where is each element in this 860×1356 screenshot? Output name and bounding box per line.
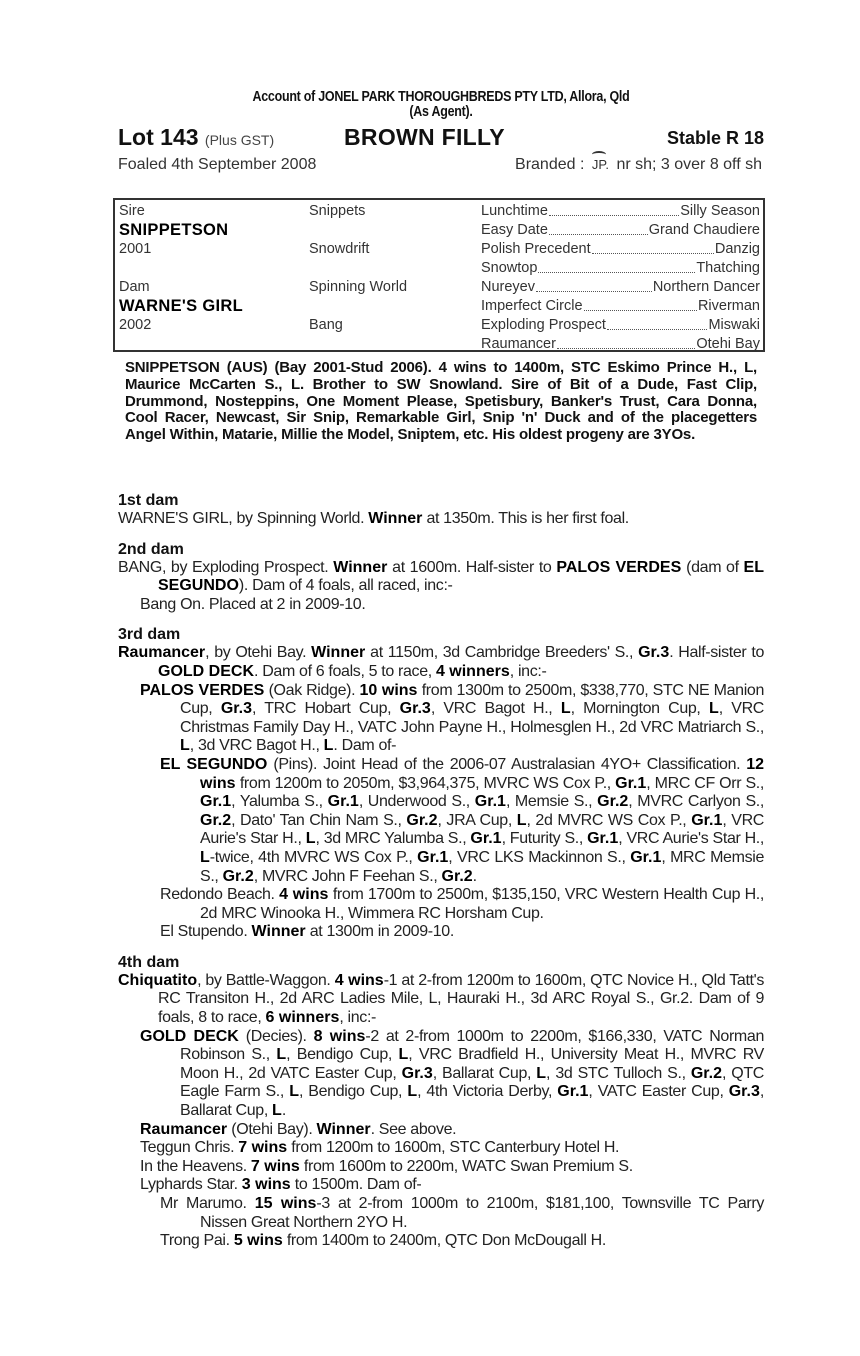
highlight-text: L xyxy=(200,848,210,866)
highlight-text: Gr.2 xyxy=(222,867,254,885)
entry-text: BANG, by Exploding Prospect. xyxy=(118,558,334,576)
pedigree-gen3-row xyxy=(481,278,760,297)
dam-section xyxy=(118,626,764,942)
entry-text: , VRC LKS Mackinnon S., xyxy=(448,848,631,866)
highlight-text: Winner xyxy=(251,923,306,941)
entry-text: , 4th Victoria Derby, xyxy=(417,1083,558,1101)
entry-text: , VRC Aurie's Star H., xyxy=(200,811,764,848)
pedigree-gen3-row xyxy=(481,221,760,240)
entry-text: , Mornington Cup, xyxy=(570,700,709,718)
entry-text: at 1300m in 2009-10. xyxy=(305,923,454,941)
dam-section xyxy=(118,954,764,1251)
entry-text: , MRC Memsie S., xyxy=(200,848,764,885)
pedigree-entry xyxy=(118,1232,764,1251)
highlight-text: L xyxy=(276,1046,287,1064)
pedigree-gen3-row xyxy=(481,259,760,278)
entry-text: from 1400m to 2400m, QTC Don McDougall H. xyxy=(282,1232,606,1250)
leader-dots xyxy=(549,202,679,216)
pedigree-gen3-row xyxy=(481,316,760,335)
pedigree-entry xyxy=(118,644,764,681)
gen3-sire: Snowtop xyxy=(481,260,538,276)
highlight-text: EL SEGUNDO xyxy=(158,558,764,595)
highlight-text: L xyxy=(289,1083,299,1101)
sire-summary: SNIPPETSON (AUS) (Bay 2001-Stud 2006). 4 wins to 1400m, STC Eskimo Prince H., L, Maurice McCarten S., L. Brother to SW Snowland. Sire of Bit of a Dude, Fast Clip, Drummond, Nosteppins, One Moment Please, Spetisbury, Banker's Trust, Cara Donna, Cool Racer, Newcast, Sir Snip, Remarkable Girl, Snip 'n' Duck and of the placegetters Angel Within, Matarie, Millie the Model, Sniptem, etc. His oldest progeny are 3YOs. xyxy=(125,359,757,444)
highlight-text: 4 wins xyxy=(334,971,384,989)
gen3-sire: Exploding Prospect xyxy=(481,317,606,333)
entry-text: , Ballarat Cup, xyxy=(180,1083,764,1120)
pedigree-entry xyxy=(118,1195,764,1232)
entry-text: . xyxy=(472,867,477,885)
highlight-text: 10 wins xyxy=(359,681,418,699)
leader-dots xyxy=(592,240,714,254)
highlight-text: Gr.3 xyxy=(399,700,431,718)
dam-section xyxy=(118,492,764,529)
pedigree-gen3-row xyxy=(481,202,760,221)
entry-text: , Underwood S., xyxy=(358,793,475,811)
gen3-damsire: Miswaki xyxy=(708,317,760,333)
highlight-text: GOLD DECK xyxy=(140,1027,239,1045)
highlight-text: Winner xyxy=(311,644,366,662)
highlight-text: Chiquatito xyxy=(118,971,198,989)
entry-text: El Stupendo. xyxy=(160,923,252,941)
entry-text: , VRC Bradfield H., University Meat H., MVRC RV Moon H., 2d VATC Easter Cup, xyxy=(180,1046,764,1082)
dam-section xyxy=(118,541,764,615)
entry-text: -2 at 2-from 1000m to 2200m, $166,330, VATC Norman Robinson S., xyxy=(180,1027,765,1064)
entry-text: , inc:- xyxy=(339,1009,377,1027)
gen3-damsire: Otehi Bay xyxy=(696,336,760,352)
entry-text: at 1150m, 3d Cambridge Breeders' S., xyxy=(365,644,639,662)
entry-text: Redondo Beach. xyxy=(160,886,280,904)
entry-text: WARNE'S GIRL, by Spinning World. xyxy=(118,510,369,527)
highlight-text: 4 wins xyxy=(279,886,329,904)
entry-text: . See above. xyxy=(370,1120,457,1138)
entry-text: , VRC Christmas Family Day H., VATC John Payne H., Holmesglen H., 2d VRC Matriarch S., xyxy=(180,700,764,736)
pedigree-gen3-row xyxy=(481,240,760,259)
section-heading: 1st dam xyxy=(118,492,179,509)
entry-text: -1 at 2-from 1200m to 1600m, QTC Novice H., Qld Tatt's RC Transiton H., 2d ARC Ladies Mile, L, Hauraki H., 3d ARC Royal S., Gr.2. Dam of 9 foals, 8 to race, xyxy=(158,971,765,1027)
entry-text: . Dam of 6 foals, 5 to race, xyxy=(254,662,436,680)
highlight-text: Gr.3 xyxy=(220,700,252,718)
highlight-text: Gr.1 xyxy=(691,811,723,829)
section-heading: 3rd dam xyxy=(118,626,181,644)
gen3-sire: Polish Precedent xyxy=(481,241,591,257)
dam-year: 2002 xyxy=(119,317,152,333)
highlight-text: GOLD DECK xyxy=(158,662,254,680)
dam-label: Dam xyxy=(119,279,150,295)
entry-text: , 3d VRC Bagot H., xyxy=(189,737,324,755)
entry-text: . Half-sister to xyxy=(669,644,764,662)
leader-dots xyxy=(536,278,652,292)
dam-dam: Bang xyxy=(309,317,343,333)
sire-dam: Snowdrift xyxy=(309,241,370,257)
gen3-damsire: Danzig xyxy=(714,241,760,257)
entry-text: , 2d MVRC WS Cox P., xyxy=(526,811,692,829)
highlight-text: L xyxy=(180,737,190,755)
entry-text: . xyxy=(281,1102,286,1120)
entry-text: , Yalumba S., xyxy=(231,793,328,811)
highlight-text: L xyxy=(305,830,316,848)
entry-text: from 1200m to 1600m, STC Canterbury Hotel H. xyxy=(287,1139,620,1157)
pedigree-entry xyxy=(118,596,764,615)
section-heading: 2nd dam xyxy=(118,540,184,558)
highlight-text: L xyxy=(708,700,719,718)
entry-text: , Bendigo Cup, xyxy=(286,1046,399,1064)
entry-text: , Ballarat Cup, xyxy=(432,1064,537,1082)
entry-text: , VATC Easter Cup, xyxy=(588,1083,729,1101)
highlight-text: Gr.2 xyxy=(690,1064,722,1082)
pedigree-entry xyxy=(118,1176,764,1195)
highlight-text: 7 wins xyxy=(250,1157,300,1175)
entry-text: from 1700m to 2500m, $135,150, VRC Western Health Cup H., 2d MRC Winooka H., Wimmera RC Horsham Cup. xyxy=(200,886,764,922)
entry-text: , MRC CF Orr S., xyxy=(646,774,764,792)
entry-text: at 1350m. This is her first foal. xyxy=(422,510,629,527)
highlight-text: PALOS VERDES xyxy=(140,681,265,699)
entry-text: , QTC Eagle Farm S., xyxy=(180,1064,764,1101)
entry-text: Bang On. Placed at 2 in 2009-10. xyxy=(140,595,366,613)
sire-year: 2001 xyxy=(119,241,152,257)
entry-text: , VRC Aurie's Star H., xyxy=(618,830,764,848)
pedigree-entry xyxy=(118,682,764,756)
leader-dots xyxy=(549,221,648,235)
highlight-text: EL SEGUNDO xyxy=(160,755,268,773)
entry-text: . Dam of- xyxy=(333,737,397,755)
lot-label: Lot 143 xyxy=(118,124,199,150)
pedigree-entry xyxy=(118,1121,764,1140)
account-line-2: (As Agent). xyxy=(409,104,473,120)
entry-text: , 3d MRC Yalumba S., xyxy=(315,830,471,848)
vendor-account xyxy=(163,90,719,120)
highlight-text: 6 winners xyxy=(265,1009,340,1027)
lot-row xyxy=(118,124,764,154)
highlight-text: Gr.3 xyxy=(401,1064,433,1082)
highlight-text: Gr.1 xyxy=(557,1083,589,1101)
plus-gst: (Plus GST) xyxy=(204,132,275,148)
foaled-row xyxy=(118,154,764,180)
lot-number xyxy=(118,124,274,151)
brand-info xyxy=(515,156,762,174)
sire-label: Sire xyxy=(119,203,145,219)
entry-text: from 1200m to 2050m, $3,964,375, MVRC WS Cox P., xyxy=(235,774,616,792)
dam-sire: Spinning World xyxy=(309,279,408,295)
sex-colour: BROWN FILLY xyxy=(344,124,505,150)
highlight-text: L xyxy=(407,1083,418,1101)
entry-text: -3 at 2-from 1000m to 2100m, $181,100, Townsville TC Parry Nissen Great Northern 2YO H. xyxy=(200,1195,764,1231)
highlight-text: Raumancer xyxy=(140,1120,228,1138)
account-line-1: Account of JONEL PARK THOROUGHBREDS PTY LTD, Allora, Qld xyxy=(252,89,630,105)
entry-text: , by Otehi Bay. xyxy=(205,644,312,662)
leader-dots xyxy=(607,316,708,330)
entry-text: , inc:- xyxy=(509,662,547,680)
entry-text: In the Heavens. xyxy=(140,1157,251,1175)
pedigree-entry xyxy=(118,510,764,529)
branded-label: Branded : xyxy=(515,156,585,173)
entry-text: (Oak Ridge). xyxy=(264,681,360,699)
highlight-text: Gr.1 xyxy=(615,774,647,792)
entry-text: (Decies). xyxy=(238,1027,314,1045)
entry-text: , Memsie S., xyxy=(505,793,598,811)
gen3-sire: Easy Date xyxy=(481,222,548,238)
highlight-text: Winner xyxy=(368,510,423,527)
highlight-text: 8 wins xyxy=(313,1027,366,1045)
entry-text: , VRC Bagot H., xyxy=(430,700,561,718)
branded-detail: nr sh; 3 over 8 off sh xyxy=(616,156,762,173)
entry-text: from 1300m to 2500m, $338,770, STC NE Manion Cup, xyxy=(180,681,765,718)
pedigree-entry xyxy=(118,923,764,942)
entry-text: ). Dam of 4 foals, all raced, inc:- xyxy=(238,577,453,595)
highlight-text: Winner xyxy=(316,1120,371,1138)
foaled-date: Foaled 4th September 2008 xyxy=(118,156,317,173)
gen3-sire: Nureyev xyxy=(481,279,535,295)
entry-text: , Futurity S., xyxy=(501,830,588,848)
gen3-damsire: Riverman xyxy=(697,298,760,314)
highlight-text: Gr.3 xyxy=(638,644,670,662)
pedigree-table xyxy=(113,198,765,352)
brand-mark-icon: JP. xyxy=(589,157,612,172)
pedigree-entry xyxy=(118,1028,764,1121)
highlight-text: 3 wins xyxy=(241,1176,291,1194)
entry-text: -twice, 4th MVRC WS Cox P., xyxy=(209,848,418,866)
entry-text: , MVRC John F Feehan S., xyxy=(253,867,442,885)
entry-text: , JRA Cup, xyxy=(437,811,517,829)
highlight-text: Gr.1 xyxy=(200,793,232,811)
pedigree-gen3-row xyxy=(481,335,760,354)
pedigree-entry xyxy=(118,972,764,1028)
sire-sire: Snippets xyxy=(309,203,366,219)
entry-text: , 3d STC Tulloch S., xyxy=(546,1064,691,1082)
pedigree-gen3-row xyxy=(481,297,760,316)
stable-number: Stable R 18 xyxy=(666,128,764,148)
gen3-damsire: Thatching xyxy=(696,260,760,276)
sire-name: SNIPPETSON xyxy=(119,221,229,239)
gen3-damsire: Silly Season xyxy=(680,203,760,219)
pedigree-entry xyxy=(118,1139,764,1158)
family-sections xyxy=(118,480,764,1251)
catalogue-page xyxy=(118,89,765,1250)
highlight-text: Gr.1 xyxy=(474,793,506,811)
gen3-damsire: Northern Dancer xyxy=(652,279,760,295)
highlight-text: Gr.2 xyxy=(597,793,629,811)
pedigree-entry xyxy=(118,886,764,923)
pedigree-entry xyxy=(118,756,764,886)
highlight-text: PALOS VERDES xyxy=(556,558,682,576)
entry-text: Teggun Chris. xyxy=(140,1139,239,1157)
highlight-text: Gr.1 xyxy=(470,830,502,848)
entry-text: , by Battle-Waggon. xyxy=(197,971,335,989)
highlight-text: Gr.1 xyxy=(587,830,619,848)
highlight-text: L xyxy=(536,1064,547,1082)
leader-dots xyxy=(584,297,697,311)
entry-text: , MVRC Carlyon S., xyxy=(628,793,764,811)
highlight-text: 15 wins xyxy=(254,1195,317,1212)
highlight-text: 12 wins xyxy=(200,755,765,792)
entry-text: , Bendigo Cup, xyxy=(298,1083,408,1101)
highlight-text: Gr.3 xyxy=(728,1083,760,1101)
highlight-text: 4 winners xyxy=(435,662,510,680)
entry-text: at 1600m. Half-sister to xyxy=(387,558,557,576)
entry-text: (Otehi Bay). xyxy=(227,1120,317,1138)
highlight-text: Winner xyxy=(333,558,388,576)
highlight-text: Gr.1 xyxy=(327,793,359,811)
gen3-sire: Imperfect Circle xyxy=(481,298,583,314)
entry-text: from 1600m to 2200m, WATC Swan Premium S. xyxy=(299,1157,633,1175)
highlight-text: L xyxy=(560,700,571,718)
entry-text: to 1500m. Dam of- xyxy=(290,1176,422,1194)
pedigree-entry xyxy=(118,1158,764,1177)
gen3-sire: Raumancer xyxy=(481,336,556,352)
entry-text: Lyphards Star. xyxy=(140,1176,242,1194)
highlight-text: L xyxy=(323,737,334,755)
pedigree-entry xyxy=(118,559,764,596)
highlight-text: L xyxy=(398,1046,409,1064)
highlight-text: 7 wins xyxy=(238,1139,288,1157)
highlight-text: Gr.1 xyxy=(630,848,662,866)
highlight-text: Gr.1 xyxy=(417,848,449,866)
highlight-text: L xyxy=(516,811,527,829)
entry-text: , TRC Hobart Cup, xyxy=(251,700,400,718)
highlight-text: 5 wins xyxy=(233,1232,283,1250)
leader-dots xyxy=(538,259,695,273)
entry-text: , Dato' Tan Chin Nam S., xyxy=(231,811,407,829)
entry-text: Mr Marumo. xyxy=(160,1195,255,1212)
highlight-text: Gr.2 xyxy=(200,811,232,829)
highlight-text: Gr.2 xyxy=(406,811,438,829)
entry-text: (dam of xyxy=(681,558,744,576)
leader-dots xyxy=(557,335,695,349)
dam-name: WARNE'S GIRL xyxy=(119,297,243,315)
section-heading: 4th dam xyxy=(118,953,180,971)
entry-text: (Pins). Joint Head of the 2006-07 Australasian 4YO+ Classification. xyxy=(267,755,747,773)
gen3-damsire: Grand Chaudiere xyxy=(648,222,760,238)
entry-text: Trong Pai. xyxy=(160,1232,234,1250)
gen3-sire: Lunchtime xyxy=(481,203,548,219)
highlight-text: L xyxy=(272,1102,282,1120)
highlight-text: Raumancer xyxy=(118,644,206,662)
highlight-text: Gr.2 xyxy=(441,867,473,885)
